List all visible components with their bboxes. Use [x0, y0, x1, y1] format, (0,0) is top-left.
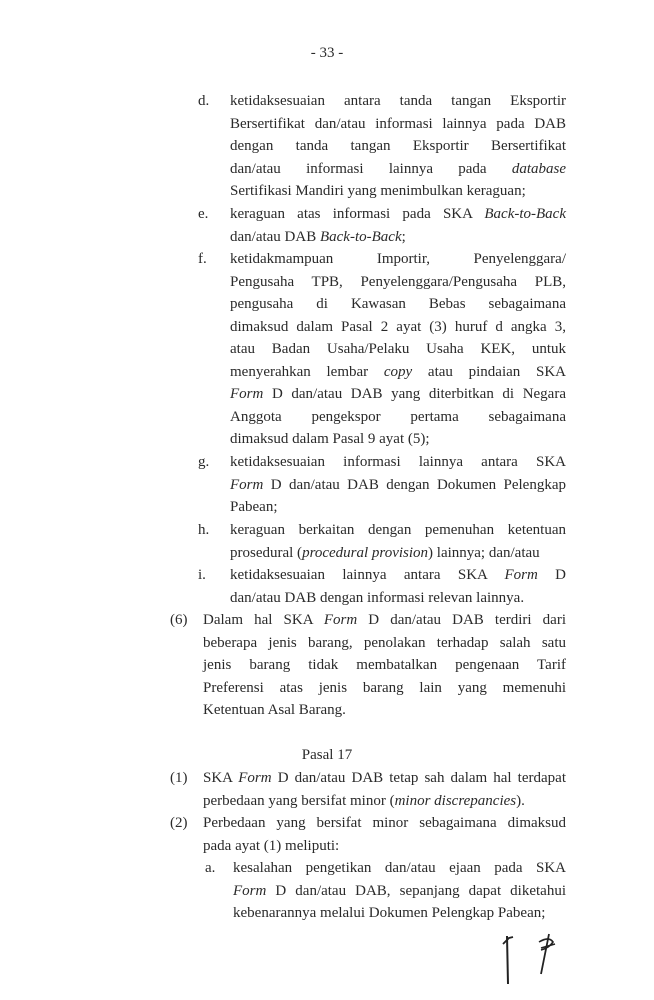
text-run: ). [516, 792, 525, 809]
text-line [230, 383, 566, 406]
text-run: dimaksud dalam Pasal 2 ayat (3) huruf d angka 3, [230, 318, 566, 335]
text-line [203, 767, 566, 790]
text-line [230, 180, 566, 203]
item-label: a. [205, 860, 216, 876]
text-line [203, 632, 566, 655]
text-run: Dalam hal SKA [203, 612, 324, 628]
text-line [230, 316, 566, 339]
text-line [230, 519, 566, 542]
text-run: ketidaksesuaian antara tanda tangan Eksportir [230, 93, 566, 109]
text-line [230, 564, 566, 587]
item-label: f. [198, 251, 207, 267]
item-text [203, 609, 566, 722]
italic-term: database [511, 160, 566, 177]
italic-term: Form [238, 770, 272, 786]
text-line [203, 835, 566, 858]
text-line [230, 428, 566, 451]
text-line [233, 880, 566, 903]
list-item [170, 812, 566, 857]
text-run: dan/atau DAB dengan informasi relevan lainnya. [230, 589, 525, 606]
item-text [230, 564, 566, 609]
text-line [230, 293, 566, 316]
item-label: (6) [170, 612, 188, 628]
text-line [230, 474, 566, 497]
text-run: beberapa jenis barang, penolakan terhadap salah satu [203, 634, 566, 651]
item-text [203, 812, 566, 857]
text-line [230, 542, 566, 565]
article-heading: Pasal 17 [301, 747, 353, 763]
text-line [230, 113, 566, 136]
page-number: - 33 - [310, 45, 344, 61]
text-line [230, 361, 566, 384]
text-run: menyerahkan lembar [230, 363, 384, 380]
item-label: i. [198, 567, 206, 583]
italic-term: Form [323, 612, 358, 628]
item-text [230, 519, 566, 564]
text-run: D dan/atau DAB yang diterbitkan di Negara [263, 386, 566, 402]
text-run: Sertifikasi Mandiri yang menimbulkan keraguan; [230, 183, 526, 199]
text-run: keraguan atas informasi pada SKA [230, 206, 485, 222]
text-run: Anggota pengekspor pertama sebagaimana [230, 408, 566, 425]
text-line [230, 271, 566, 294]
text-run: D dan/atau DAB dengan Dokumen Pelengkap [263, 476, 566, 493]
text-run: dan/atau DAB [230, 228, 320, 245]
text-run: dengan tanda tangan Eksportir Bersertifikat [230, 138, 566, 154]
italic-term: minor discrepancies [394, 792, 517, 809]
text-line [230, 451, 566, 474]
item-text [230, 451, 566, 519]
text-run: atau pindaian SKA [412, 363, 566, 380]
list-item [170, 767, 566, 812]
text-run: Bersertifikat dan/atau informasi lainnya pada DAB [230, 115, 566, 132]
text-line [233, 902, 566, 925]
list-item [205, 857, 566, 925]
list-item [170, 609, 566, 722]
text-run: kebenarannya melalui Dokumen Pelengkap Pabean; [233, 905, 546, 921]
text-run: ketidaksesuaian informasi lainnya antara SKA [230, 454, 566, 470]
text-line [230, 406, 566, 429]
text-run: D dan/atau DAB tetap sah dalam hal terdapat [271, 770, 566, 786]
item-label: (1) [170, 770, 188, 786]
list-item [198, 564, 566, 609]
text-line [230, 248, 566, 271]
item-text [230, 203, 566, 248]
text-line [230, 226, 566, 249]
item-text [230, 248, 566, 451]
italic-term: Form [504, 567, 538, 583]
text-run: jenis barang tidak membatalkan pengenaan Tarif [203, 657, 566, 673]
list-item [198, 248, 566, 451]
text-run: keraguan berkaitan dengan pemenuhan ketentuan [230, 522, 566, 538]
text-line [203, 677, 566, 700]
list-item [198, 203, 566, 248]
text-run: ; [401, 228, 406, 245]
italic-term: Form [230, 386, 264, 402]
text-run: dimaksud dalam Pasal 9 ayat (5); [230, 431, 430, 447]
text-run: kesalahan pengetikan dan/atau ejaan pada SKA [233, 860, 566, 876]
text-line [203, 790, 566, 813]
item-text [230, 90, 566, 203]
text-run: perbedaan yang bersifat minor ( [203, 792, 395, 809]
italic-term: Back-to-Back [484, 206, 566, 222]
italic-term: Form [230, 476, 264, 493]
list-item [198, 519, 566, 564]
text-line [203, 699, 566, 722]
list-item [198, 90, 566, 203]
text-line [230, 587, 566, 610]
text-line [203, 654, 566, 677]
text-line [230, 158, 566, 181]
text-run: Preferensi atas jenis barang lain yang memenuhi [203, 679, 566, 696]
text-run: ) lainnya; dan/atau [428, 544, 540, 561]
italic-term: copy [383, 363, 413, 380]
text-line [230, 90, 566, 113]
italic-term: procedural provision [302, 544, 429, 561]
text-run: pada ayat (1) meliputi: [203, 837, 340, 854]
text-run: prosedural ( [230, 544, 303, 561]
list-item [198, 451, 566, 519]
text-run: Pabean; [230, 499, 278, 515]
text-run: D [537, 567, 566, 583]
item-label: (2) [170, 815, 188, 831]
text-run: D dan/atau DAB, sepanjang dapat diketahui [266, 882, 566, 899]
italic-term: Back-to-Back [319, 228, 402, 245]
text-line [230, 135, 566, 158]
text-run: ketidakmampuan Importir, Penyelenggara/ [230, 251, 566, 267]
text-line [230, 496, 566, 519]
italic-term: Form [233, 882, 267, 899]
text-run: ketidaksesuaian lainnya antara SKA [230, 567, 505, 583]
item-label: d. [198, 93, 210, 109]
text-line [233, 857, 566, 880]
text-line [203, 812, 566, 835]
text-line [230, 338, 566, 361]
item-text [233, 857, 566, 925]
text-run: pengusaha di Kawasan Bebas sebagaimana [230, 296, 566, 312]
text-run: Ketentuan Asal Barang. [203, 702, 346, 718]
item-label: h. [198, 522, 210, 538]
signature-initials [495, 928, 575, 988]
item-label: e. [198, 206, 209, 222]
text-run: dan/atau informasi lainnya pada [230, 160, 512, 177]
text-run: Perbedaan yang bersifat minor sebagaimana dimaksud [203, 815, 566, 831]
text-run: SKA [203, 770, 239, 786]
text-run: atau Badan Usaha/Pelaku Usaha KEK, untuk [230, 341, 566, 357]
text-run: D dan/atau DAB terdiri dari [357, 612, 566, 628]
item-label: g. [198, 454, 210, 470]
text-run: Pengusaha TPB, Penyelenggara/Pengusaha PLB, [230, 273, 566, 290]
text-line [203, 609, 566, 632]
item-text [203, 767, 566, 812]
text-line [230, 203, 566, 226]
